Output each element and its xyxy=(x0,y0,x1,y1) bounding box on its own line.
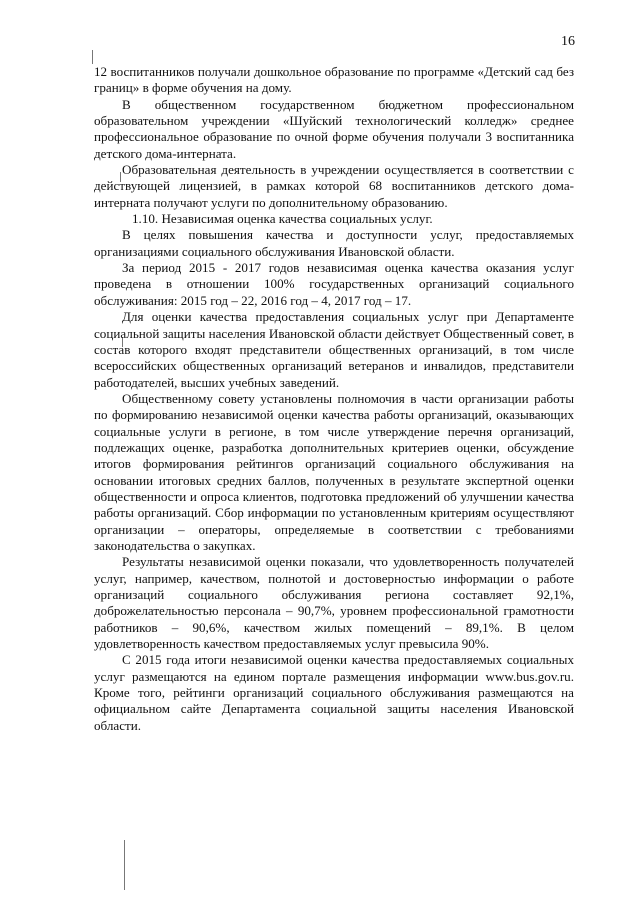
section-heading: 1.10. Независимая оценка качества социальных услуг. xyxy=(132,211,433,227)
margin-mark xyxy=(124,840,125,890)
paragraph: Для оценки качества предоставления социальных услуг при Департаменте социальной защиты населения Ивановской области действует Общественный совет, в состав которого входят представители общественных организаций, в том числе всероссийских общественных организаций ветеранов и инвалидов, представители работодателей, высших учебных заведений. xyxy=(94,309,574,390)
paragraph: Результаты независимой оценки показали, что удовлетворенность получателей услуг, например, качеством, полнотой и достоверностью информации о работе организаций социального обслуживания региона составляет 92,1%, доброжелательностью персонала – 90,7%, уровнем профессиональной грамотности работников – 90,6%, качеством жилых помещений – 89,1%. В целом удовлетворенность качеством предоставляемых услуг превысила 90%. xyxy=(94,554,574,652)
page-number: 16 xyxy=(561,34,575,49)
paragraph: С 2015 года итоги независимой оценки качества предоставляемых социальных услуг размещаются на едином портале размещения информации www.bus.gov.ru. Кроме того, рейтинги организаций социального обслуживания размещаются на официальном сайте Департамента социальной защиты населения Ивановской области. xyxy=(94,652,574,733)
margin-mark xyxy=(92,50,93,64)
paragraph: В общественном государственном бюджетном профессиональном образовательном учреждении «Шуйский технологический колледж» среднее профессиональное образование по очной форме обучения получали 3 воспитанника детского дома-интерната. xyxy=(94,96,574,161)
paragraph: Общественному совету установлены полномочия в части организации работы по формированию независимой оценки качества работы организаций, оказывающих социальные услуги в регионе, в том числе утверждение перечня организаций, подлежащих оценке, разработка дополнительных критериев оценки, обсуждение итогов формирования рейтингов организаций социального обслуживания на основании итоговых средних баллов, полученных в результате экспертной оценки общественности и опроса клиентов, подготовка предложений об улучшении качества работы организаций. Сбор информации по установленным критериям осуществляют организации – операторы, определяемые в соответствии с требованиями законодательства о закупках. xyxy=(94,390,574,553)
paragraph: За период 2015 - 2017 годов независимая оценка качества оказания услуг проведена в отношении 100% государственных организаций социального обслуживания: 2015 год – 22, 2016 год – 4, 2017 год – 17. xyxy=(94,260,574,308)
paragraph: В целях повышения качества и доступности услуг, предоставляемых организациями социального обслуживания Ивановской области. xyxy=(94,227,574,259)
document-body xyxy=(94,64,574,734)
paragraph: Образовательная деятельность в учреждении осуществляется в соответствии с действующей лицензией, в рамках которой 68 воспитанников детского дома-интерната получают услуги по дополнительному образованию. xyxy=(94,162,574,210)
paragraph: 12 воспитанников получали дошкольное образование по программе «Детский сад без границ» в форме обучения на дому. xyxy=(94,64,574,96)
